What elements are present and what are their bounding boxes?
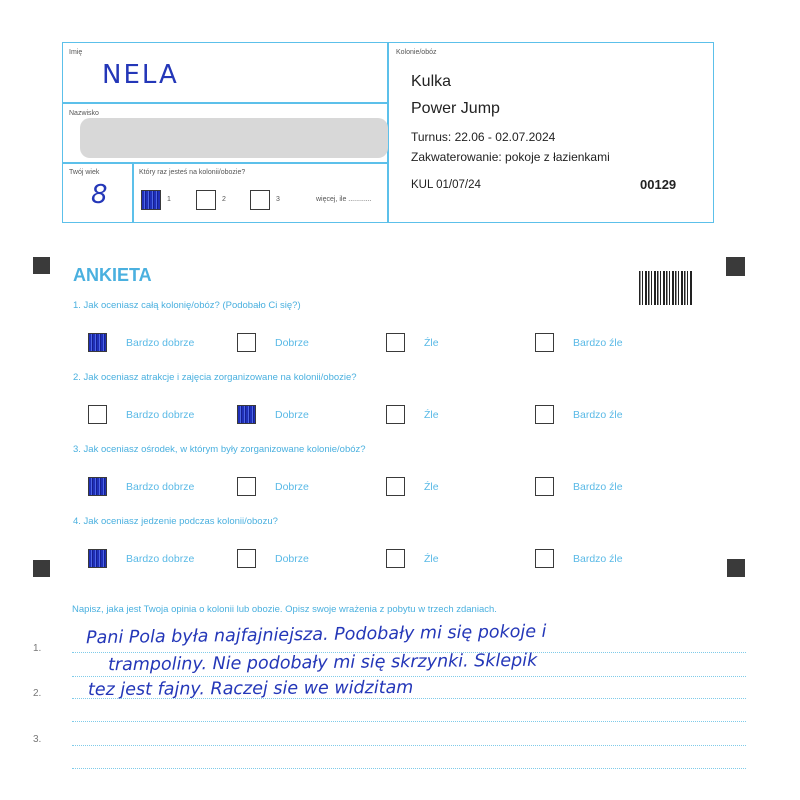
handwriting-line-2: trampoliny. Nie podobały mi się skrzynki. Sklepik: [107, 650, 538, 676]
registration-marker-tr: [726, 257, 745, 276]
answer-checkbox[interactable]: [386, 549, 405, 568]
question-text: 3. Jak oceniasz ośrodek, w którym były zorganizowane kolonie/obóz?: [73, 444, 366, 455]
answer-option-label: Bardzo źle: [573, 553, 623, 565]
answer-option-label: Bardzo źle: [573, 481, 623, 493]
answer-option-label: Bardzo dobrze: [126, 553, 195, 565]
answer-checkbox[interactable]: [535, 405, 554, 424]
answer-option-label: Bardzo dobrze: [126, 481, 195, 493]
answer-option-label: Źle: [424, 481, 439, 493]
accommodation: Zakwaterowanie: pokoje z łazienkami: [411, 150, 610, 164]
handwriting-line-3: tez jest fajny. Raczej sie we widzitam: [87, 677, 414, 701]
answer-line: [72, 745, 746, 746]
camp-label: Kolonie/obóz: [396, 49, 437, 56]
surname-label: Nazwisko: [69, 110, 99, 117]
registration-marker-ml: [33, 560, 50, 577]
times-checkbox-2[interactable]: [196, 190, 216, 210]
answer-checkbox[interactable]: [535, 549, 554, 568]
form-number: 00129: [640, 177, 677, 192]
camp-name: Kulka: [411, 73, 452, 90]
answer-line: [72, 721, 746, 722]
answer-option-label: Dobrze: [275, 481, 309, 493]
answer-checkbox[interactable]: [386, 405, 405, 424]
answer-checkbox[interactable]: [386, 477, 405, 496]
answer-option-label: Źle: [424, 337, 439, 349]
answer-option-label: Bardzo dobrze: [126, 409, 195, 421]
answer-checkbox[interactable]: [237, 405, 256, 424]
answer-option-label: Źle: [424, 409, 439, 421]
answer-option-label: Bardzo źle: [573, 337, 623, 349]
surname-redaction: [80, 118, 388, 158]
answer-checkbox[interactable]: [535, 333, 554, 352]
question-text: 1. Jak oceniasz całą kolonię/obóz? (Podobało Ci się?): [73, 300, 301, 311]
name-value: NELA: [102, 60, 179, 90]
registration-marker-tl: [33, 257, 50, 274]
header-hline-1: [62, 102, 388, 104]
line-number-2: 2.: [33, 688, 42, 699]
turnus: Turnus: 22.06 - 02.07.2024: [411, 130, 556, 144]
handwriting-line-1: Pani Pola była najfajniejsza. Podobały mi się pokoje i: [85, 621, 547, 649]
times-checkbox-1[interactable]: [141, 190, 161, 210]
answer-checkbox[interactable]: [88, 549, 107, 568]
times-option-2: 2: [222, 196, 226, 203]
question-text: 4. Jak oceniasz jedzenie podczas kolonii/obozu?: [73, 516, 278, 527]
answer-option-label: Dobrze: [275, 337, 309, 349]
opinion-prompt: Napisz, jaka jest Twoja opinia o kolonii lub obozie. Opisz swoje wrażenia z pobytu w trzech zdaniach.: [72, 604, 497, 615]
age-label: Twój wiek: [69, 169, 100, 176]
answer-checkbox[interactable]: [237, 477, 256, 496]
answer-checkbox[interactable]: [88, 333, 107, 352]
times-more: więcej, ile ............: [316, 196, 372, 203]
line-number-1: 1.: [33, 643, 42, 654]
answer-option-label: Źle: [424, 553, 439, 565]
camp-program: Power Jump: [411, 100, 500, 117]
answer-option-label: Bardzo dobrze: [126, 337, 195, 349]
survey-title: ANKIETA: [73, 265, 152, 285]
name-label: Imię: [69, 49, 83, 56]
answer-checkbox[interactable]: [535, 477, 554, 496]
answer-checkbox[interactable]: [237, 549, 256, 568]
times-option-1: 1: [167, 196, 171, 203]
answer-line: [72, 768, 746, 769]
question-text: 2. Jak oceniasz atrakcje i zajęcia zorganizowane na kolonii/obozie?: [73, 372, 357, 383]
times-checkbox-3[interactable]: [250, 190, 270, 210]
answer-checkbox[interactable]: [88, 405, 107, 424]
answer-option-label: Dobrze: [275, 553, 309, 565]
line-number-3: 3.: [33, 734, 42, 745]
answer-checkbox[interactable]: [88, 477, 107, 496]
times-label: Który raz jesteś na kolonii/obozie?: [139, 169, 246, 176]
answer-option-label: Dobrze: [275, 409, 309, 421]
answer-line: [72, 676, 746, 677]
header-hline-2: [62, 162, 388, 164]
registration-marker-mr: [727, 559, 745, 577]
age-value: 8: [91, 180, 108, 210]
answer-option-label: Bardzo źle: [573, 409, 623, 421]
header-vline-age: [132, 162, 134, 222]
camp-code: KUL 01/07/24: [411, 179, 481, 191]
times-option-3: 3: [276, 196, 280, 203]
answer-checkbox[interactable]: [386, 333, 405, 352]
barcode: [639, 271, 693, 305]
answer-checkbox[interactable]: [237, 333, 256, 352]
